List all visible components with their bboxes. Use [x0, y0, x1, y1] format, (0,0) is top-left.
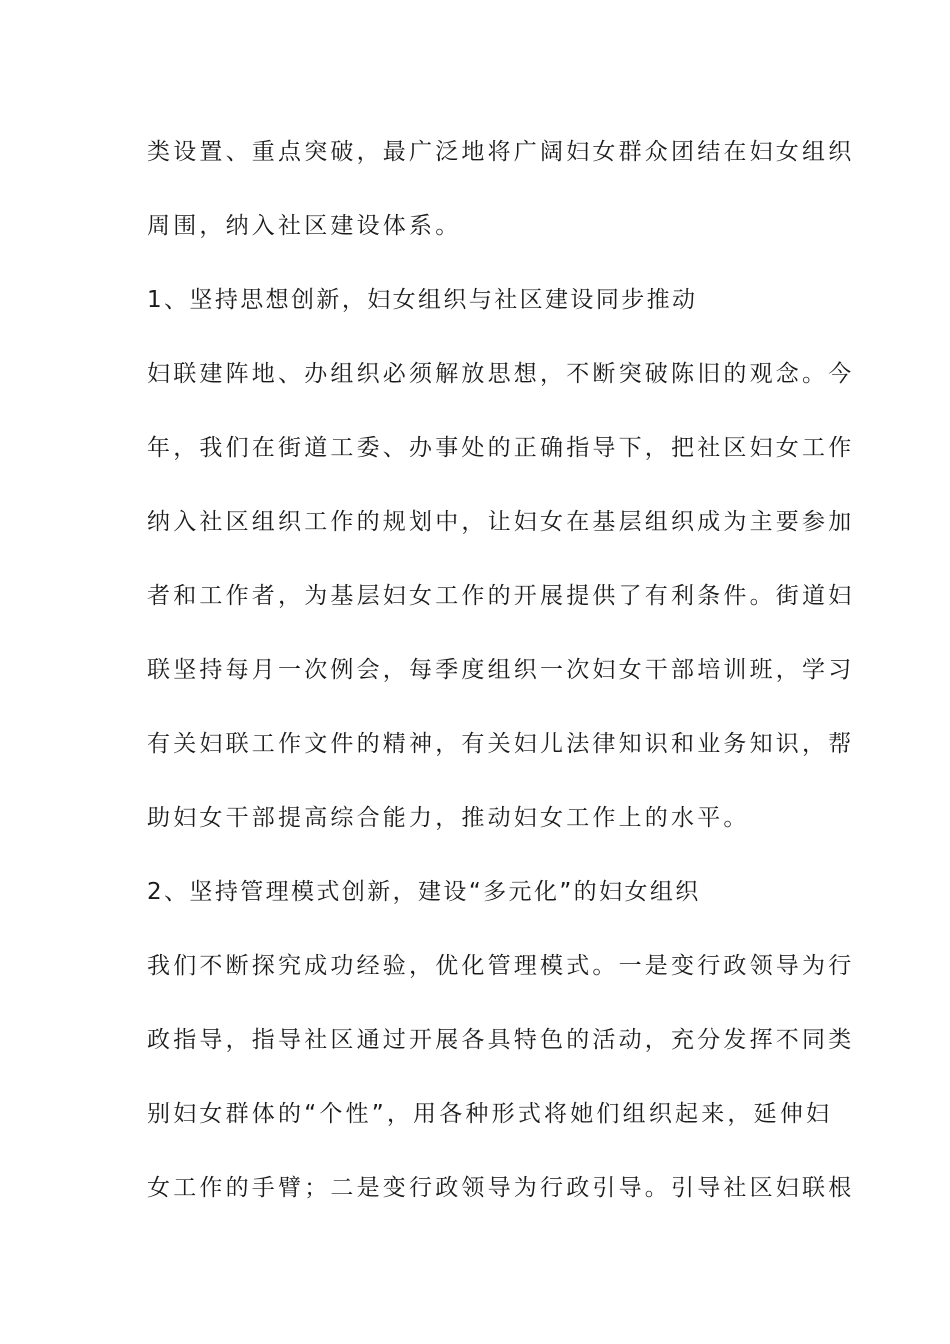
paragraph-line: 纳入社区组织工作的规划中，让妇女在基层组织成为主要参加	[147, 509, 855, 535]
section-heading: 2、坚持管理模式创新，建设“多元化”的妇女组织	[147, 879, 701, 905]
paragraph-line: 联坚持每月一次例会，每季度组织一次妇女干部培训班，学习	[147, 657, 855, 683]
paragraph-line: 别妇女群体的“个性”，用各种形式将她们组织起来，延伸妇	[147, 1101, 833, 1127]
paragraph-line: 周围，纳入社区建设体系。	[147, 213, 462, 239]
paragraph-line: 有关妇联工作文件的精神，有关妇儿法律知识和业务知识，帮	[147, 731, 855, 757]
paragraph-line: 者和工作者，为基层妇女工作的开展提供了有利条件。街道妇	[147, 583, 855, 609]
paragraph-line: 助妇女干部提高综合能力，推动妇女工作上的水平。	[147, 805, 750, 831]
section-heading: 1、坚持思想创新，妇女组织与社区建设同步推动	[147, 287, 698, 313]
paragraph-line: 我们不断探究成功经验，优化管理模式。一是变行政领导为行	[147, 953, 855, 979]
paragraph-line: 女工作的手臂；二是变行政领导为行政引导。引导社区妇联根	[147, 1175, 855, 1201]
paragraph-line: 政指导，指导社区通过开展各具特色的活动，充分发挥不同类	[147, 1027, 855, 1053]
paragraph-line: 年，我们在街道工委、办事处的正确指导下，把社区妇女工作	[147, 435, 855, 461]
paragraph-line: 妇联建阵地、办组织必须解放思想，不断突破陈旧的观念。今	[147, 361, 855, 387]
paragraph-line: 类设置、重点突破，最广泛地将广阔妇女群众团结在妇女组织	[147, 139, 855, 165]
